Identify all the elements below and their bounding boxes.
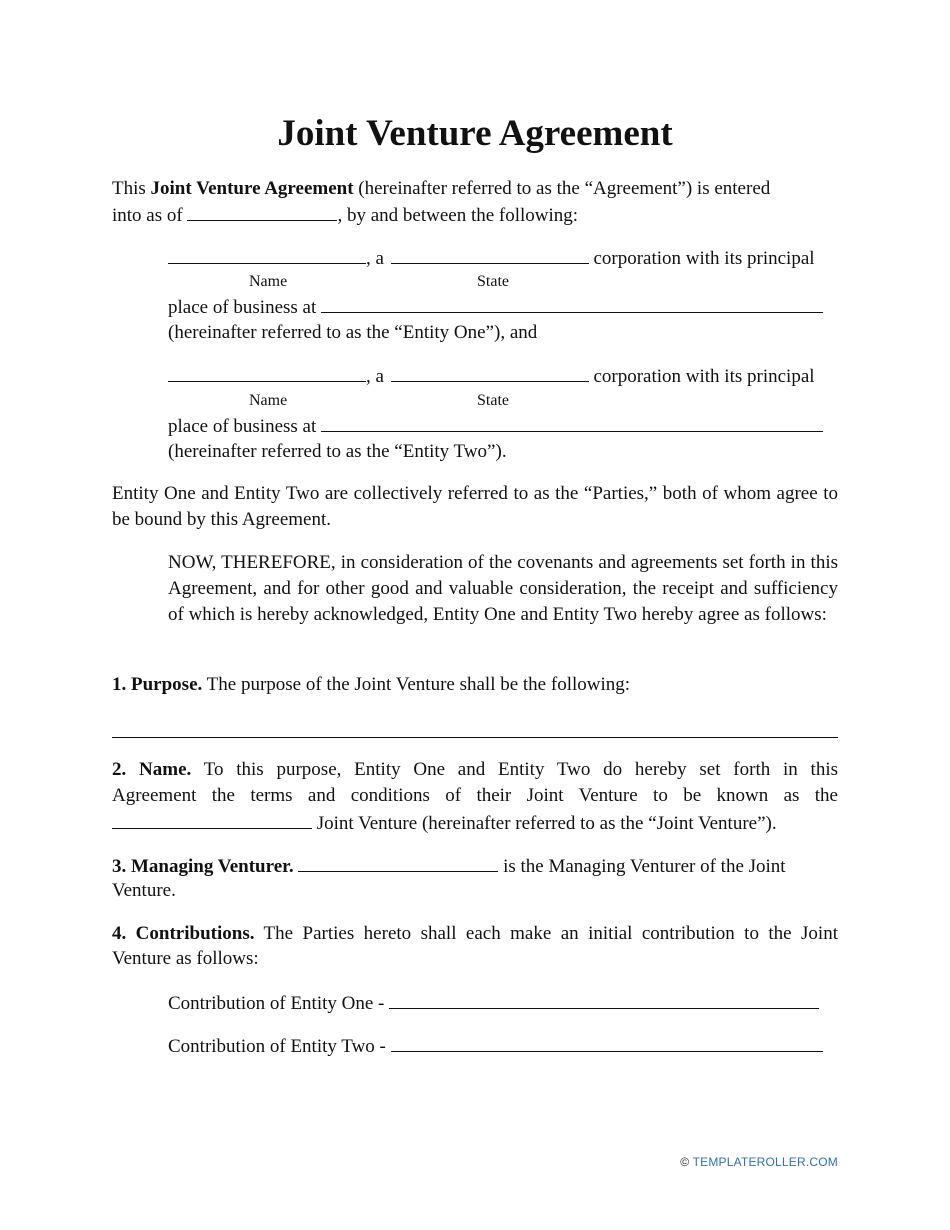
- section-purpose-text: The purpose of the Joint Venture shall be the following:: [202, 674, 631, 695]
- section-managing-heading: 3. Managing Venturer.: [112, 856, 294, 877]
- entity-two-referred: (hereinafter referred to as the “Entity Two”).: [168, 441, 507, 462]
- section-contributions-line-1: [112, 921, 838, 947]
- intro-line-2: [112, 202, 578, 229]
- entity-two-place-line: [168, 413, 823, 440]
- section-name-heading: 2. Name.: [112, 759, 192, 780]
- entity-one-referred: (hereinafter referred to as the “Entity One”), and: [168, 322, 538, 343]
- section-name-text: To this purpose, Entity One and Entity Two do hereby set forth in this: [191, 759, 838, 780]
- parties-paragraph: Entity One and Entity Two are collectively referred to as the “Parties,” both of whom agree to be bound by this Agreement.: [112, 483, 838, 530]
- contribution-entity-two-label: Contribution of Entity Two -: [168, 1036, 386, 1057]
- section-contributions-text: The Parties hereto shall each make an initial contribution to the Joint: [254, 923, 838, 944]
- footer-site-link[interactable]: TEMPLATEROLLER.COM: [692, 1155, 838, 1169]
- entity-one-address-blank[interactable]: [321, 294, 823, 313]
- contribution-entity-one-blank[interactable]: [389, 990, 819, 1009]
- now-therefore-paragraph: NOW, THEREFORE, in consideration of the covenants and agreements set forth in this Agreement, and for other good and valuable consideration, the receipt and sufficiency of which is hereby acknowledged, Entity One and Entity Two hereby agree as follows:: [168, 552, 838, 625]
- document-title: Joint Venture Agreement: [277, 113, 673, 154]
- intro-text: into as of: [112, 205, 188, 226]
- intro-line-1: [112, 176, 838, 202]
- intro-bold-title: Joint Venture Agreement: [150, 178, 354, 199]
- section-purpose-heading: 1. Purpose.: [112, 674, 203, 695]
- section-name-text: Joint Venture (hereinafter referred to as the “Joint Venture”).: [312, 813, 777, 834]
- intro-text: (hereinafter referred to as the “Agreement”) is entered: [353, 178, 771, 199]
- intro-text: , by and between the following:: [337, 205, 579, 226]
- section-managing-line-2: Venture.: [112, 880, 176, 901]
- entity-two-name-caption: Name: [249, 392, 288, 409]
- date-blank[interactable]: [187, 202, 337, 221]
- section-managing-text: is the Managing Venturer of the Joint: [498, 856, 786, 877]
- contribution-entity-one-label: Contribution of Entity One -: [168, 993, 385, 1014]
- entity-one-corp-text: corporation with its principal: [593, 248, 815, 269]
- section-name-line-2: Agreement the terms and conditions of their Joint Venture to be known as the: [112, 785, 838, 806]
- entity-one-name-caption: Name: [249, 273, 288, 290]
- entity-two-name-blank[interactable]: [168, 363, 366, 382]
- contribution-entity-two-blank[interactable]: [391, 1033, 823, 1052]
- entity-one-line: [168, 245, 815, 272]
- entity-two-state-caption: State: [477, 392, 509, 409]
- entity-two-state-blank[interactable]: [391, 363, 589, 382]
- contribution-entity-one: [168, 990, 819, 1017]
- entity-two-comma-a: , a: [366, 366, 384, 387]
- entity-two-line: [168, 363, 815, 390]
- section-purpose: [112, 672, 630, 698]
- joint-venture-name-blank[interactable]: [112, 810, 312, 829]
- entity-one-comma-a: , a: [366, 248, 384, 269]
- entity-one-name-blank[interactable]: [168, 245, 366, 264]
- entity-one-place-line: [168, 294, 823, 321]
- copyright-icon: ©: [680, 1155, 690, 1169]
- entity-two-place-label: place of business at: [168, 416, 317, 437]
- section-managing-line-1: [112, 853, 838, 880]
- section-name-line-3: [112, 810, 777, 837]
- section-name-line-1: [112, 757, 838, 783]
- footer-credit: [680, 1155, 838, 1169]
- entity-one-state-caption: State: [477, 273, 509, 290]
- entity-two-address-blank[interactable]: [321, 413, 823, 432]
- managing-venturer-blank[interactable]: [298, 853, 498, 872]
- purpose-blank[interactable]: [112, 737, 838, 738]
- intro-text: This: [112, 178, 151, 199]
- entity-two-corp-text: corporation with its principal: [593, 366, 815, 387]
- contribution-entity-two: [168, 1033, 823, 1060]
- entity-one-state-blank[interactable]: [391, 245, 589, 264]
- entity-one-place-label: place of business at: [168, 297, 317, 318]
- section-contributions-line-2: Venture as follows:: [112, 948, 259, 969]
- section-contributions-heading: 4. Contributions.: [112, 923, 255, 944]
